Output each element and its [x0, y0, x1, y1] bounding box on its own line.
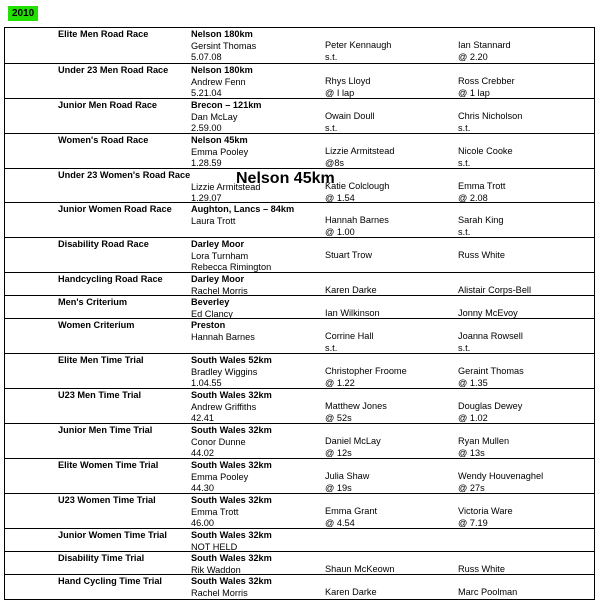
third-place-name: Nicole Cooke — [458, 146, 513, 156]
race-row — [5, 202, 594, 237]
winner-cell — [191, 553, 272, 576]
winner-cell — [191, 390, 272, 425]
second-place-cell — [325, 506, 377, 529]
results-table — [4, 27, 595, 600]
race-name: Men's Criterium — [58, 297, 128, 307]
second-place-cell — [325, 331, 374, 354]
winner-result: 1.04.55 — [191, 378, 222, 388]
race-row — [5, 28, 594, 63]
second-place-cell — [325, 366, 407, 389]
third-place-name: Russ White — [458, 250, 505, 260]
second-place-result: @ 1.22 — [325, 377, 355, 388]
winner-cell — [191, 297, 233, 320]
second-place-cell — [325, 471, 369, 494]
race-row — [5, 98, 594, 133]
race-location: South Wales 32km — [191, 576, 272, 586]
race-row — [5, 574, 594, 599]
winner-result: Rebecca Rimington — [191, 262, 272, 272]
winner-result: 46.00 — [191, 518, 214, 528]
winner-result: 1.28.59 — [191, 158, 222, 168]
race-location: Nelson 180km — [191, 29, 253, 39]
second-place-name: Matthew Jones — [325, 401, 387, 411]
winner-name: Dan McLay — [191, 111, 238, 122]
winner-name: Rik Waddon — [191, 564, 241, 575]
winner-name: Laura Trott — [191, 215, 236, 226]
second-place-name: Shaun McKeown — [325, 564, 395, 574]
race-row — [5, 388, 594, 423]
winner-name: Andrew Griffiths — [191, 401, 257, 412]
race-name: Women's Road Race — [58, 135, 149, 145]
race-row — [5, 168, 594, 202]
second-place-result: @ 52s — [325, 412, 352, 423]
race-location: South Wales 32km — [191, 553, 272, 563]
second-place-result: s.t. — [325, 342, 338, 353]
third-place-name: Geraint Thomas — [458, 366, 524, 376]
winner-result: 5.21.04 — [191, 88, 222, 98]
second-place-name: Karen Darke — [325, 587, 377, 597]
race-name: Elite Men Road Race — [58, 29, 149, 39]
race-row — [5, 63, 594, 98]
race-location: South Wales 32km — [191, 460, 272, 470]
winner-cell — [191, 274, 248, 297]
year-label: 2010 — [8, 6, 38, 21]
winner-result: 1.29.07 — [191, 193, 222, 203]
race-row — [5, 423, 594, 458]
winner-name: Emma Pooley — [191, 471, 249, 482]
race-location: South Wales 32km — [191, 425, 272, 435]
race-row — [5, 318, 594, 353]
race-name: Elite Women Time Trial — [58, 460, 159, 470]
race-name: U23 Women Time Trial — [58, 495, 156, 505]
third-place-cell — [458, 250, 505, 262]
winner-name: NOT HELD — [191, 541, 238, 552]
winner-name: Lora Turnham — [191, 250, 249, 261]
third-place-cell — [458, 506, 513, 529]
third-place-name: Sarah King — [458, 215, 504, 225]
race-name: Junior Men Time Trial — [58, 425, 153, 435]
winner-cell — [191, 460, 272, 495]
third-place-cell — [458, 471, 543, 494]
race-row — [5, 295, 594, 318]
third-place-name: Victoria Ware — [458, 506, 513, 516]
race-row — [5, 528, 594, 551]
third-place-name: Emma Trott — [458, 181, 506, 191]
second-place-result: @ 4.54 — [325, 517, 355, 528]
winner-result: 44.30 — [191, 483, 214, 493]
race-name: Junior Women Time Trial — [58, 530, 167, 540]
second-place-cell — [325, 146, 394, 169]
race-location: Nelson 180km — [191, 65, 253, 75]
race-name: Handcycling Road Race — [58, 274, 163, 284]
race-row — [5, 237, 594, 272]
winner-name: Emma Trott — [191, 506, 239, 517]
third-place-result: @ 1.02 — [458, 412, 488, 423]
second-place-result: @ 1.00 — [325, 226, 355, 237]
third-place-cell — [458, 146, 513, 169]
third-place-result: @ 2.08 — [458, 192, 488, 203]
second-place-result: @8s — [325, 157, 345, 168]
race-name: Hand Cycling Time Trial — [58, 576, 162, 586]
third-place-name: Ian Stannard — [458, 40, 511, 50]
race-name: Disability Road Race — [58, 239, 149, 249]
second-place-name: Daniel McLay — [325, 436, 381, 446]
winner-cell — [191, 29, 256, 64]
third-place-result: s.t. — [458, 342, 471, 353]
second-place-cell — [325, 76, 370, 99]
second-place-result: s.t. — [325, 122, 338, 133]
winner-name: Rachel Morris — [191, 285, 248, 296]
race-name: Disability Time Trial — [58, 553, 145, 563]
winner-cell — [191, 239, 271, 274]
third-place-name: Joanna Rowsell — [458, 331, 523, 341]
race-row — [5, 493, 594, 528]
second-place-result: @ 19s — [325, 482, 352, 493]
winner-cell — [191, 320, 255, 343]
race-row — [5, 353, 594, 388]
third-place-name: Ryan Mullen — [458, 436, 510, 446]
third-place-cell — [458, 436, 509, 459]
third-place-name: Douglas Dewey — [458, 401, 523, 411]
race-name: Junior Men Road Race — [58, 100, 158, 110]
third-place-cell — [458, 76, 515, 99]
third-place-cell — [458, 587, 517, 599]
winner-name: Ed Clancy — [191, 308, 233, 319]
winner-name: Bradley Wiggins — [191, 366, 258, 377]
winner-result: 2.59.00 — [191, 123, 222, 133]
race-location: South Wales 32km — [191, 390, 272, 400]
second-place-name: Karen Darke — [325, 285, 377, 295]
third-place-result: @ 7.19 — [458, 517, 488, 528]
second-place-result: @ I lap — [325, 87, 355, 98]
third-place-result: @ 13s — [458, 447, 485, 458]
race-name: Junior Women Road Race — [58, 204, 172, 214]
winner-cell — [191, 65, 253, 100]
second-place-name: Rhys Lloyd — [325, 76, 371, 86]
second-place-cell — [325, 215, 389, 238]
race-row — [5, 133, 594, 168]
winner-cell — [191, 170, 260, 205]
second-place-name: Christopher Froome — [325, 366, 407, 376]
third-place-result: @ 1 lap — [458, 87, 490, 98]
third-place-name: Alistair Corps-Bell — [458, 285, 532, 295]
race-location: South Wales 52km — [191, 355, 272, 365]
third-place-name: Marc Poolman — [458, 587, 518, 597]
race-name: Elite Men Time Trial — [58, 355, 144, 365]
second-place-cell — [325, 436, 381, 459]
second-place-name: Ian Wilkinson — [325, 308, 380, 318]
second-place-cell — [325, 181, 389, 204]
third-place-cell — [458, 366, 524, 389]
winner-cell — [191, 576, 272, 599]
race-location: Darley Moor — [191, 274, 245, 284]
second-place-cell — [325, 250, 372, 262]
second-place-name: Julia Shaw — [325, 471, 370, 481]
winner-cell — [191, 355, 272, 390]
third-place-result: @ 2.20 — [458, 51, 488, 62]
winner-cell — [191, 100, 261, 135]
winner-name: Lizzie Armitstead — [191, 181, 261, 192]
race-location: Brecon – 121km — [191, 100, 262, 110]
race-location: Beverley — [191, 297, 230, 307]
winner-result: 5.07.08 — [191, 52, 222, 62]
winner-name: Gersint Thomas — [191, 40, 257, 51]
winner-cell — [191, 204, 294, 227]
second-place-name: Katie Colclough — [325, 181, 390, 191]
winner-result: 42.41 — [191, 413, 214, 423]
third-place-result: @ 27s — [458, 482, 485, 493]
second-place-result: @ 12s — [325, 447, 352, 458]
race-name: Women Criterium — [58, 320, 135, 330]
race-location: Darley Moor — [191, 239, 245, 249]
second-place-name: Peter Kennaugh — [325, 40, 392, 50]
winner-name: Hannah Barnes — [191, 331, 255, 342]
winner-cell — [191, 530, 272, 553]
second-place-name: Hannah Barnes — [325, 215, 389, 225]
race-location: South Wales 32km — [191, 530, 272, 540]
second-place-name: Lizzie Armitstead — [325, 146, 395, 156]
third-place-cell — [458, 40, 511, 63]
location-spacer — [191, 170, 260, 182]
second-place-result: @ 1.54 — [325, 192, 355, 203]
race-location: Aughton, Lancs – 84km — [191, 204, 295, 214]
winner-name: Andrew Fenn — [191, 76, 246, 87]
third-place-cell — [458, 401, 522, 424]
winner-cell — [191, 425, 272, 460]
third-place-result: s.t. — [458, 157, 471, 168]
second-place-result: s.t. — [325, 51, 338, 62]
race-row — [5, 272, 594, 295]
second-place-cell — [325, 40, 391, 63]
third-place-result: s.t. — [458, 226, 471, 237]
third-place-cell — [458, 111, 522, 134]
winner-name: Rachel Morris — [191, 587, 248, 598]
race-name: U23 Men Time Trial — [58, 390, 142, 400]
third-place-name: Chris Nicholson — [458, 111, 523, 121]
winner-cell — [191, 495, 272, 530]
race-name: Under 23 Women's Road Race — [58, 170, 191, 180]
race-row — [5, 551, 594, 574]
third-place-name: Wendy Houvenaghel — [458, 471, 544, 481]
third-place-name: Jonny McEvoy — [458, 308, 518, 318]
second-place-name: Emma Grant — [325, 506, 378, 516]
race-location: Preston — [191, 320, 226, 330]
second-place-cell — [325, 401, 387, 424]
winner-name: Emma Pooley — [191, 146, 249, 157]
third-place-result: s.t. — [458, 122, 471, 133]
winner-name: Conor Dunne — [191, 436, 246, 447]
third-place-cell — [458, 181, 505, 204]
third-place-name: Russ White — [458, 564, 505, 574]
race-location: Nelson 45km — [236, 170, 335, 187]
winner-cell — [191, 135, 248, 170]
third-place-result: @ 1.35 — [458, 377, 488, 388]
second-place-name: Stuart Trow — [325, 250, 372, 260]
second-place-name: Corrine Hall — [325, 331, 374, 341]
third-place-cell — [458, 215, 503, 238]
race-name: Under 23 Men Road Race — [58, 65, 169, 75]
winner-result: 44.02 — [191, 448, 214, 458]
race-row — [5, 458, 594, 493]
third-place-cell — [458, 331, 523, 354]
second-place-cell — [325, 587, 377, 599]
second-place-cell — [325, 111, 375, 134]
race-location: Nelson 45km — [191, 135, 248, 145]
third-place-name: Ross Crebber — [458, 76, 515, 86]
second-place-name: Owain Doull — [325, 111, 375, 121]
race-location: South Wales 32km — [191, 495, 272, 505]
